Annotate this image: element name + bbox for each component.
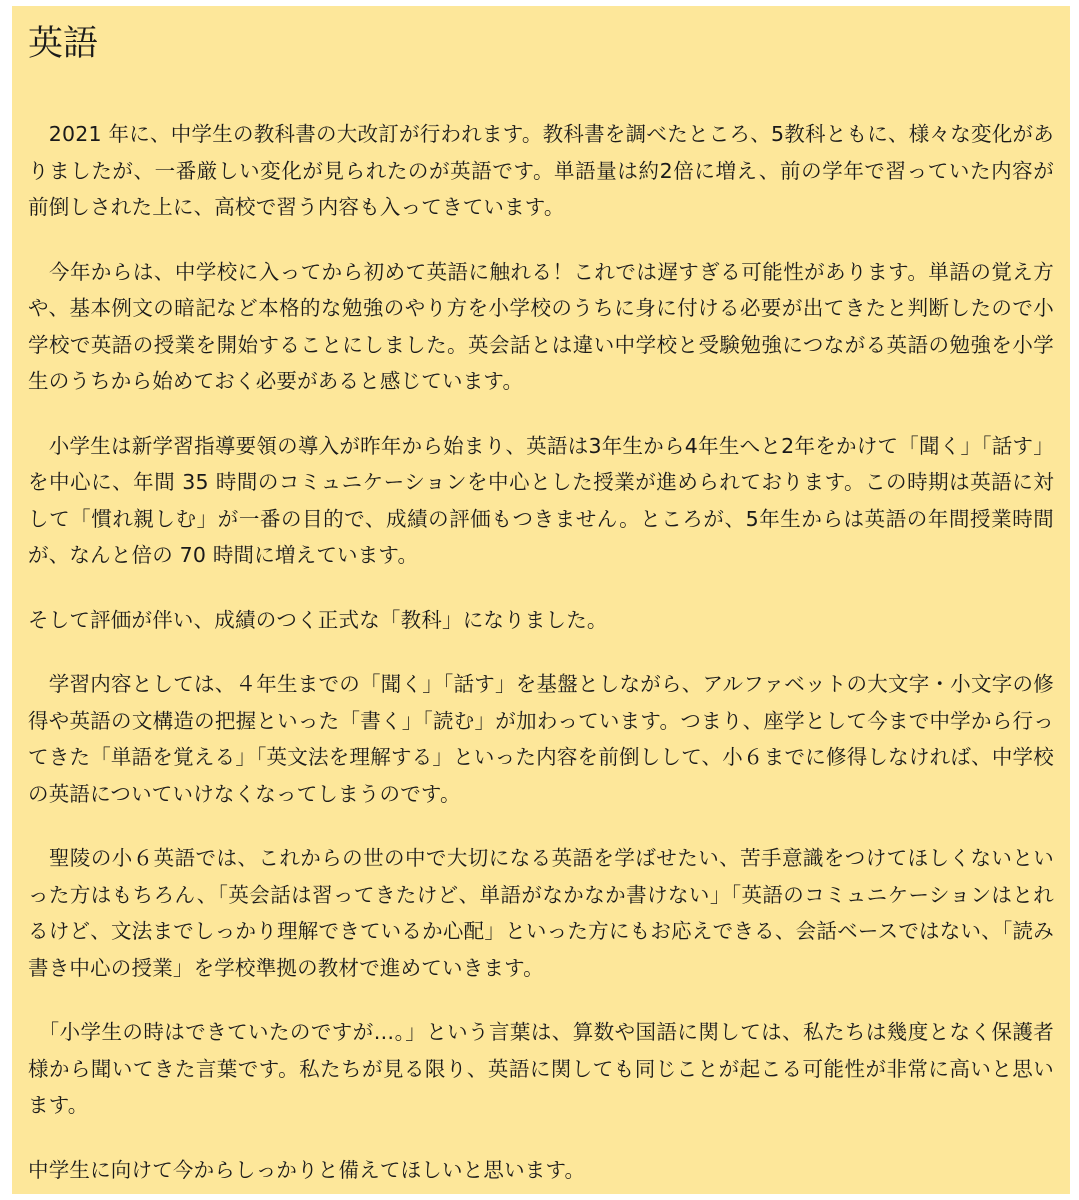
paragraph-textbook-revision: 2021 年に、中学生の教科書の大改訂が行われます。教科書を調べたところ、5教科ともに、様々な変化がありましたが、一番厳しい変化が見られたのが英語です。単語量は約2倍に増え、前の学年で習っていた内容が前倒しされた上に、高校で習う内容も入ってきています。 — [28, 122, 1054, 219]
paragraph-curriculum-change: 小学生は新学習指導要領の導入が昨年から始まり、英語は3年生から4年生へと2年をかけて「聞く」「話す」を中心に、年間 35 時間のコミュニケーションを中心とした授業が進められております。この時期は英語に対して「慣れ親しむ」が一番の目的で、成績の評価もつきません。ところが、5年生からは英語の年間授業時間が、なんと倍の 70 時間に増えています。 — [28, 433, 1054, 567]
paragraph-closing: 中学生に向けて今からしっかりと備えてほしいと思います。 — [28, 1157, 586, 1182]
paragraph-parents-voice: 「小学生の時はできていたのですが…。」という言葉は、算数や国語に関しては、私たちは幾度となく保護者様から聞いてきた言葉です。私たちが見る限り、英語に関しても同じことが起こる可能性が非常に高いと思います。 — [28, 1020, 1054, 1117]
paragraph-formal-subject: そして評価が伴い、成績のつく正式な「教科」になりました。 — [28, 607, 608, 632]
content-panel — [12, 6, 1070, 1194]
paragraph-start-english-class: 今年からは、中学校に入ってから初めて英語に触れる！これでは遅すぎる可能性があります。単語の覚え方や、基本例文の暗記など本格的な勉強のやり方を小学校のうちに身に付ける必要が出てきたと判断したので小学校で英語の授業を開始することにしました。英会話とは違い中学校と受験勉強につながる英語の勉強を小学生のうちから始めておく必要があると感じています。 — [28, 259, 1054, 393]
page-title: 英語 — [28, 24, 99, 64]
paragraph-seiryo-class: 聖陵の小６英語では、これからの世の中で大切になる英語を学ばせたい、苦手意識をつけてほしくないといった方はもちろん、「英会話は習ってきたけど、単語がなかなか書けない」「英語のコミュニケーションはとれるけど、文法までしっかり理解できているか心配」といった方にもお応えできる、会話ベースではない、「読み書き中心の授業」を学校準拠の教材で進めていきます。 — [28, 846, 1054, 980]
paragraph-learning-content: 学習内容としては、４年生までの「聞く」「話す」を基盤としながら、アルファベットの大文字・小文字の修得や英語の文構造の把握といった「書く」「読む」が加わっています。つまり、座学として今まで中学から行ってきた「単語を覚える」「英文法を理解する」といった内容を前倒しして、小６までに修得しなければ、中学校の英語についていけなくなってしまうのです。 — [28, 672, 1054, 806]
